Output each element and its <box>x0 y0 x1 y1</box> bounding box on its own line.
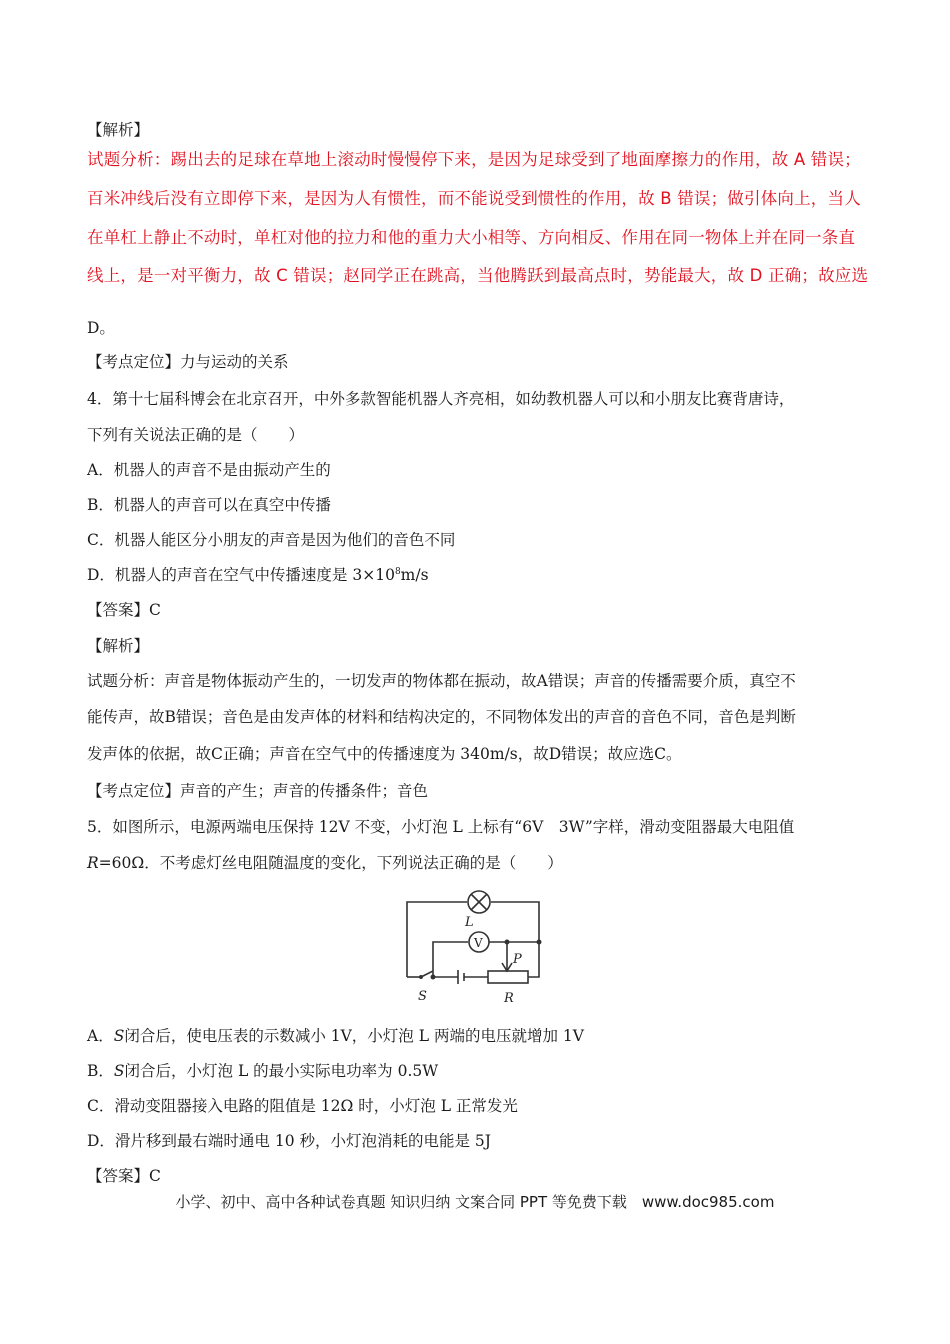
q4-option-d-unit: m/s <box>400 566 429 584</box>
page-footer: 小学、初中、高中各种试卷真题 知识归纳 文案合同 PPT 等免费下载 www.doc985.com <box>175 1193 775 1211</box>
q3-analysis-heading: 【解析】 <box>87 121 150 139</box>
q4-option-b: B．机器人的声音可以在真空中传播 <box>87 496 331 514</box>
switch-pivot <box>419 975 423 979</box>
label-switch: S <box>418 989 427 1004</box>
q3-analysis-end: D。 <box>87 319 115 337</box>
lamp-cross-icon <box>471 894 487 910</box>
junction-dot <box>537 940 542 945</box>
q3-analysis-line-3: 在单杠上静止不动时，单杠对他的拉力和他的重力大小相等、方向相反、作用在同一物体上并在同一条直 <box>87 228 856 247</box>
label-slider: P <box>513 952 522 967</box>
label-voltmeter: V <box>474 936 483 950</box>
junction-dot <box>505 940 510 945</box>
q5-option-d: D．滑片移到最右端时通电 10 秒，小灯泡消耗的电能是 5J <box>87 1132 492 1150</box>
q5-option-a-text: 闭合后，使电压表的示数减小 1V，小灯泡 L 两端的电压就增加 1V <box>124 1027 584 1045</box>
q4-analysis-line-2: 能传声，故B错误；音色是由发声体的材料和结构决定的，不同物体发出的声音的音色不同，音色是判断 <box>87 708 796 726</box>
q5-answer: 【答案】C <box>87 1167 161 1185</box>
q4-stem-line-1: 4．第十七届科博会在北京召开，中外多款智能机器人齐亮相，如幼教机器人可以和小朋友比赛背唐诗， <box>87 390 795 408</box>
q4-answer: 【答案】C <box>87 601 161 619</box>
wire-voltmeter-left <box>433 942 468 977</box>
q3-kaodian: 【考点定位】力与运动的关系 <box>87 353 289 371</box>
q5-option-b-var: S <box>113 1062 125 1080</box>
q4-kaodian: 【考点定位】声音的产生；声音的传播条件；音色 <box>87 782 429 800</box>
wire-right-bottom <box>528 942 539 977</box>
q5-resistance-symbol: R <box>87 854 99 872</box>
q4-option-c: C．机器人能区分小朋友的声音是因为他们的音色不同 <box>87 531 456 549</box>
q4-analysis-heading: 【解析】 <box>87 637 150 655</box>
wire-left-top <box>407 902 467 977</box>
junction-dot <box>431 975 436 980</box>
q5-option-a-letter: A． <box>87 1027 114 1045</box>
q4-stem-line-2: 下列有关说法正确的是（ ） <box>87 426 305 444</box>
label-lamp: L <box>465 915 474 930</box>
q4-analysis-line-1: 试题分析：声音是物体振动产生的，一切发声的物体都在振动，故A错误；声音的传播需要介质，真空不 <box>87 672 796 690</box>
battery-icon <box>458 970 464 984</box>
q5-stem-text: =60Ω．不考虑灯丝电阻随温度的变化，下列说法正确的是（ ） <box>98 854 563 872</box>
q5-option-a-var: S <box>113 1027 125 1045</box>
q3-analysis-line-1: 试题分析：踢出去的足球在草地上滚动时慢慢停下来，是因为足球受到了地面摩擦力的作用，故 A 错误； <box>87 150 861 169</box>
q5-option-a <box>87 1026 584 1046</box>
q3-analysis-line-4: 线上，是一对平衡力，故 C 错误；赵同学正在跳高，当他腾跃到最高点时，势能最大，故 D 正确；故应选 <box>87 266 869 285</box>
label-resistor: R <box>504 991 514 1006</box>
q4-option-d <box>87 565 429 585</box>
q3-analysis-line-2: 百米冲线后没有立即停下来，是因为人有惯性，而不能说受到惯性的作用，故 B 错误；做引体向上，当人 <box>87 189 861 208</box>
circuit-diagram <box>403 887 548 1009</box>
q5-option-b <box>87 1061 438 1081</box>
q5-option-c: C．滑动变阻器接入电路的阻值是 12Ω 时，小灯泡 L 正常发光 <box>87 1097 518 1115</box>
q4-option-d-text: D．机器人的声音在空气中传播速度是 3×10 <box>87 566 395 584</box>
q5-stem-line-1: 5．如图所示，电源两端电压保持 12V 不变，小灯泡 L 上标有“6V 3W”字样，滑动变阻器最大电阻值 <box>87 818 795 836</box>
resistor-box <box>488 971 528 983</box>
q5-option-b-letter: B． <box>87 1062 114 1080</box>
wire-right-top <box>491 902 539 942</box>
q4-analysis-line-3: 发声体的依据，故C正确；声音在空气中的传播速度为 340m/s，故D错误；故应选C。 <box>87 745 682 763</box>
q4-option-a: A．机器人的声音不是由振动产生的 <box>87 461 331 479</box>
q5-option-b-text: 闭合后，小灯泡 L 的最小实际电功率为 0.5W <box>124 1062 439 1080</box>
q5-stem-line-2 <box>87 853 563 873</box>
q4-option-d-exponent: 8 <box>394 567 401 577</box>
